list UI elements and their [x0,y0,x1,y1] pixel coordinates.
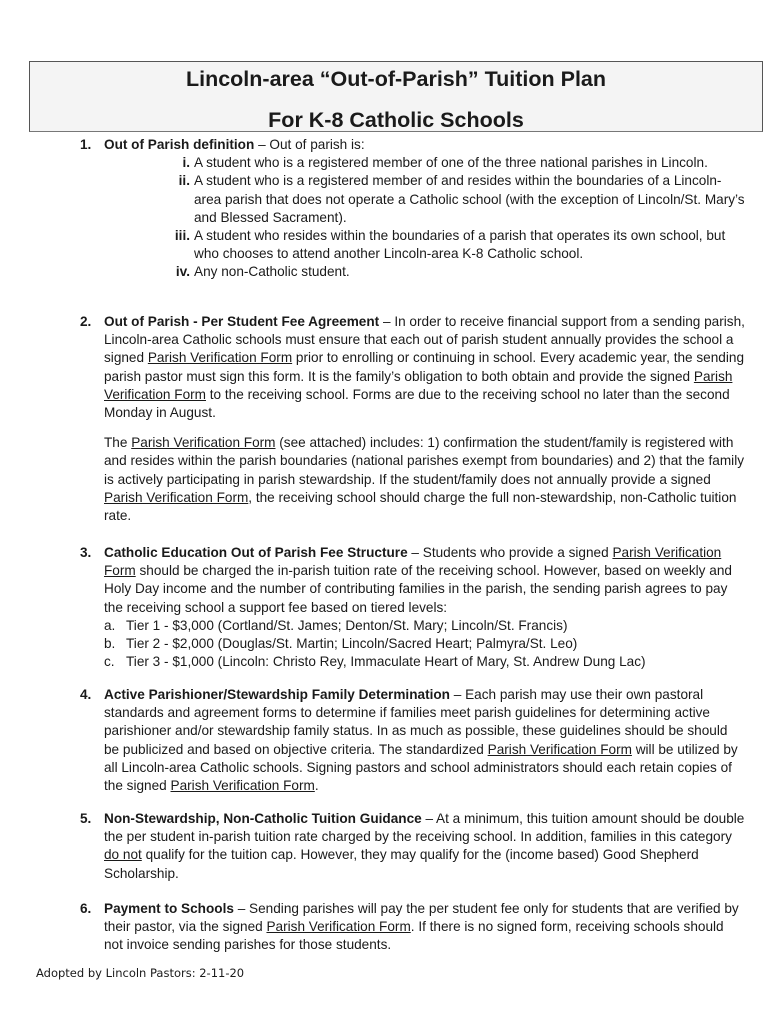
form-link: Parish Verification Form [104,545,722,579]
section-number: 1. [80,137,92,152]
section-number: 6. [80,901,92,916]
form-link: Parish Verification Form [487,741,632,757]
title-line-1: Lincoln-area “Out-of-Parish” Tuition Plan [185,67,607,91]
section-6: 6. Payment to Schools – Sending parishes will pay the per student fee only for students that are verified by their pastor, via the signed Parish Verification Form. If there is no signed form, receiving schools should not invoice sending parishes for those students. [80,901,739,953]
section-heading: Non-Stewardship, Non-Catholic Tuition Guidance [104,811,422,826]
list-item: iv. Any non-Catholic student. [175,264,350,280]
section-5: 5. Non-Stewardship, Non-Catholic Tuition Guidance – At a minimum, this tuition amount should be double the per student in-parish tuition rate charged by the receiving school. In addition, families in this category do not qualify for the tuition cap. However, they may qualify for the (income based) Good Shepherd Scholarship. [80,811,745,881]
form-link: Parish Verification Form [170,778,315,794]
section-text: – Out of parish is: [254,137,365,152]
section-4: 4. Active Parishioner/Stewardship Family Determination – Each parish may use their own pastoral standards and agreement forms to determine if families meet parish guidelines for determining active parishioner and/or stewardship family status. In as much as possible, these guidelines should be should be publicized and based on objective criteria. The standardized Parish Verification Form will be utilized by all Lincoln-area Catholic schools. Signing pastors and school administrators should each retain copies of the signed Parish Verification Form. [80,687,738,794]
form-link: Parish Verification Form [147,350,293,366]
section-number: 2. [80,314,92,329]
list-item: i. A student who is a registered member of one of the three national parishes in Lincoln. [182,155,708,171]
form-link: Parish Verification Form [104,489,249,505]
list-item: iii. A student who resides within the boundaries of a parish that operates its own school, but who chooses to attend another Lincoln-area K-8 Catholic school. [174,228,726,262]
section-heading: Out of Parish definition [104,137,255,152]
tier-item: b. Tier 2 - $2,000 (Douglas/St. Martin; Lincoln/Sacred Heart; Palmyra/St. Leo) [104,636,578,652]
section-number: 5. [80,811,92,826]
title-box [29,61,763,132]
section-number: 3. [80,545,92,560]
section-number: 4. [80,687,92,702]
form-link: Parish Verification Form [104,368,733,402]
form-link: Parish Verification Form [131,435,276,451]
tier-item: a. Tier 1 - $3,000 (Cortland/St. James; Denton/St. Mary; Lincoln/St. Francis) [104,617,568,633]
tier-item: c. Tier 3 - $1,000 (Lincoln: Christo Rey, Immaculate Heart of Mary, St. Andrew Dung Lac) [104,654,646,670]
section-heading: Active Parishioner/Stewardship Family Determination [104,687,450,702]
section-2: 2. Out of Parish - Per Student Fee Agreement – In order to receive financial support from a sending parish, Lincoln-area Catholic schools must ensure that each out of parish student annually provides the school a signed Parish Verification Form prior to enrolling or continuing in school. Every academic year, the sending parish pastor must sign this form. It is the family’s obligation to both obtain and provide the signed Parish Verification Form to the receiving school. Forms are due to the receiving school no later than the second Monday in August. The Parish Verification Form (see attached) includes: 1) confirmation the student/family is registered with and resides within the parish boundaries (national parishes exempt from boundaries) and 2) that the family is actively participating in parish stewardship. If the student/family does not annually provide a signed Parish Verification Form, the receiving school should charge the full non-stewardship, non-Catholic tuition rate. [80,314,745,524]
title-line-2: For K-8 Catholic Schools [268,108,524,132]
section-heading: Out of Parish - Per Student Fee Agreement [104,314,380,329]
section-3: 3. Catholic Education Out of Parish Fee Structure – Students who provide a signed Parish Verification Form should be charged the in-parish tuition rate of the receiving school. However, based on weekly and Holy Day income and the number of contributing families in the parish, the sending parish agrees to pay the receiving school a support fee based on tiered levels: a. Tier 1 - $3,000 (Cortland/St. James; Denton/St. Mary; Lincoln/St. Francis) b. Tier 2 - $2,000 (Douglas/St. Martin; Lincoln/Sacred Heart; Palmyra/St. Leo) c. Tier 3 - $1,000 (Lincoln: Christo Rey, Immaculate Heart of Mary, St. Andrew Dung Lac) [80,544,745,671]
section-heading: Catholic Education Out of Parish Fee Structure [104,545,408,560]
section-heading: Payment to Schools [104,901,234,916]
list-item: ii. A student who is a registered member of and resides within the boundaries of a Lincoln-area parish that does not operate a Catholic school (with the exception of Lincoln/St. Mary’s and Blessed Sacrament). [178,173,745,225]
footer: Adopted by Lincoln Pastors: 2-11-20 [36,966,245,980]
form-link: Parish Verification Form [266,919,411,935]
section-1 [80,136,745,282]
